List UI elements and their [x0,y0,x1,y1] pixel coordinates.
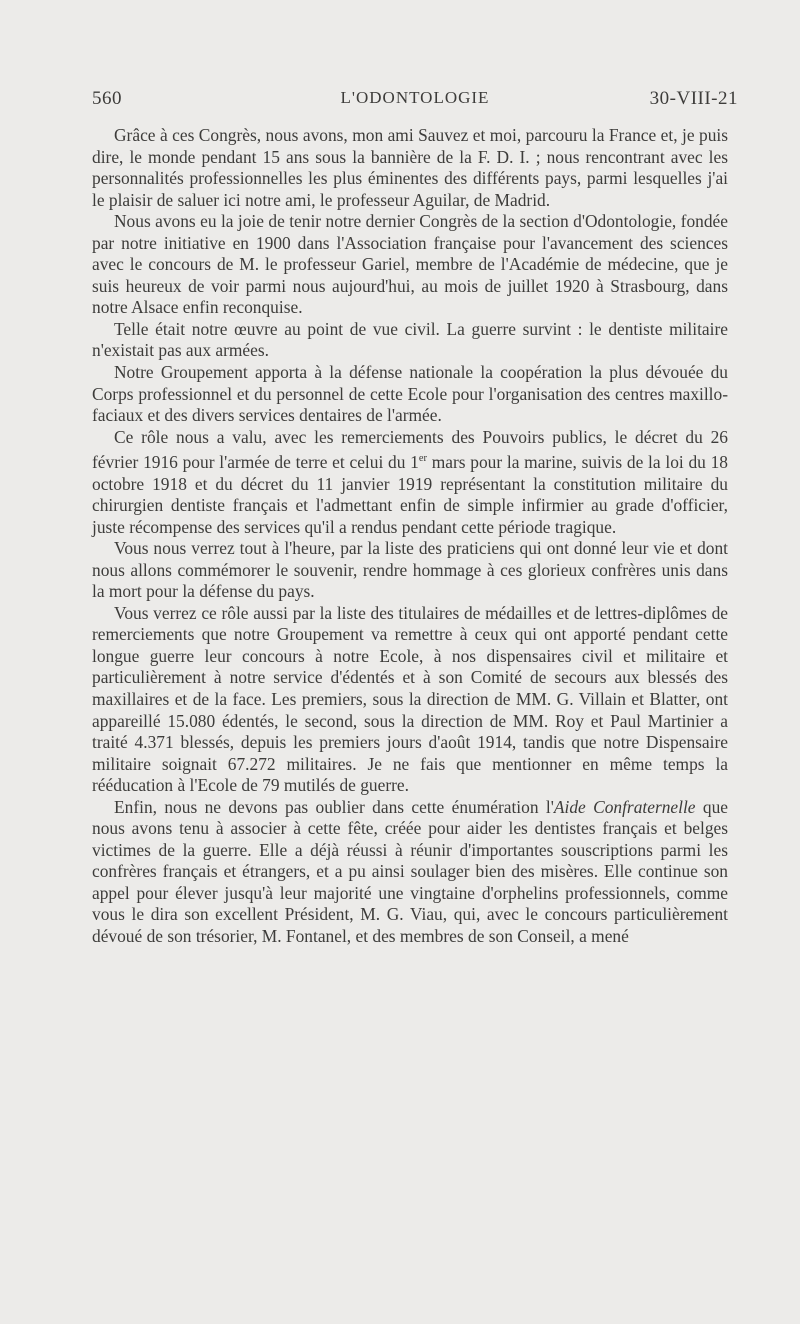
running-header [92,88,738,118]
italic-title: Aide Confraternelle [553,796,696,817]
issue-date: 30-VIII-21 [649,88,738,109]
paragraph: Vous nous verrez tout à l'heure, par la liste des praticiens qui ont donné leur vie et dont nous allons commémorer le souvenir, rendre hommage à ces glorieux confrères unis dans la mort pour la défense du pays. [92,538,728,602]
paragraph: Vous verrez ce rôle aussi par la liste des titulaires de médailles et de lettres-diplômes de remerciements que notre Groupement va remettre à ceux qui ont apporté pendant cette longue guerre leur concours à notre Ecole, à nos dispensaires civil et militaire et particulièrement à notre service d'édentés et à son Comité de secours aux blessés des maxillaires et de la face. Les premiers, sous la direction de MM. G. Villain et Blatter, ont appareillé 15.080 édentés, le second, sous la direction de MM. Roy et Paul Martinier a traité 4.371 blessés, depuis les premiers jours d'août 1914, tandis que notre Dispensaire militaire soignait 67.272 militaires. Je ne fais que mentionner en même temps la rééducation à l'Ecole de 79 mutilés de guerre. [92,602,728,796]
paragraph: Ce rôle nous a valu, avec les remerciements des Pouvoirs publics, le décret du 26 février 1916 pour l'armée de terre et celui du 1er mars pour la marine, suivis de la loi du 18 octobre 1918 et du décret du 11 janvier 1919 représentant la constitution militaire du chirurgien dentiste français et l'admettant enfin de simple infirmier au grade d'officier, juste récompense des services qu'il a rendus pendant cette période tragique. [92,426,728,537]
journal-title: L'ODONTOLOGIE [340,88,490,107]
paragraph: Grâce à ces Congrès, nous avons, mon ami Sauvez et moi, parcouru la France et, je puis dire, le monde pendant 15 ans sous la bannière de la F. D. I. ; nous rencontrant avec les personnalités professionnelles les plus éminentes des différents pays, parmi lesquelles j'ai le plaisir de saluer ici notre ami, le professeur Aguilar, de Madrid. [92,125,728,210]
ordinal-superscript: er [418,453,427,465]
body-text [92,125,728,948]
paragraph-text-after: que nous avons tenu à associer à cette fête, créée pour aider les dentistes français et belges victimes de la guerre. Elle a déjà réussi à réunir d'importantes souscriptions parmi les confrères français et étrangers, et a pu ainsi soulager bien des misères. Elle continue son appel pour élever jusqu'à leur majorité une vingtaine d'orphelins professionnels, comme vous le dira son excellent Président, M. G. Viau, qui, avec le concours particulièrement dévoué de son trésorier, M. Fontanel, et des membres de son Conseil, a mené [92,796,728,947]
paragraph: Telle était notre œuvre au point de vue civil. La guerre survint : le dentiste militaire n'existait pas aux armées. [92,318,728,361]
paragraph-text-before: Enfin, nous ne devons pas oublier dans cette énumération l' [114,796,554,817]
page-number: 560 [92,88,122,109]
paragraph: Nous avons eu la joie de tenir notre dernier Congrès de la section d'Odontologie, fondée par notre initiative en 1900 dans l'Association française pour l'avancement des sciences avec le concours de M. le professeur Gariel, membre de l'Académie de médecine, que je suis heureux de voir parmi nous aujourd'hui, au mois de juillet 1920 à Strasbourg, dans notre Alsace enfin reconquise. [92,211,728,318]
paragraph [92,797,728,948]
paragraph: Notre Groupement apporta à la défense nationale la coopération la plus dévouée du Corps professionnel et du personnel de cette Ecole pour l'organisation des centres maxillo-faciaux et des divers services dentaires de l'armée. [92,362,728,426]
